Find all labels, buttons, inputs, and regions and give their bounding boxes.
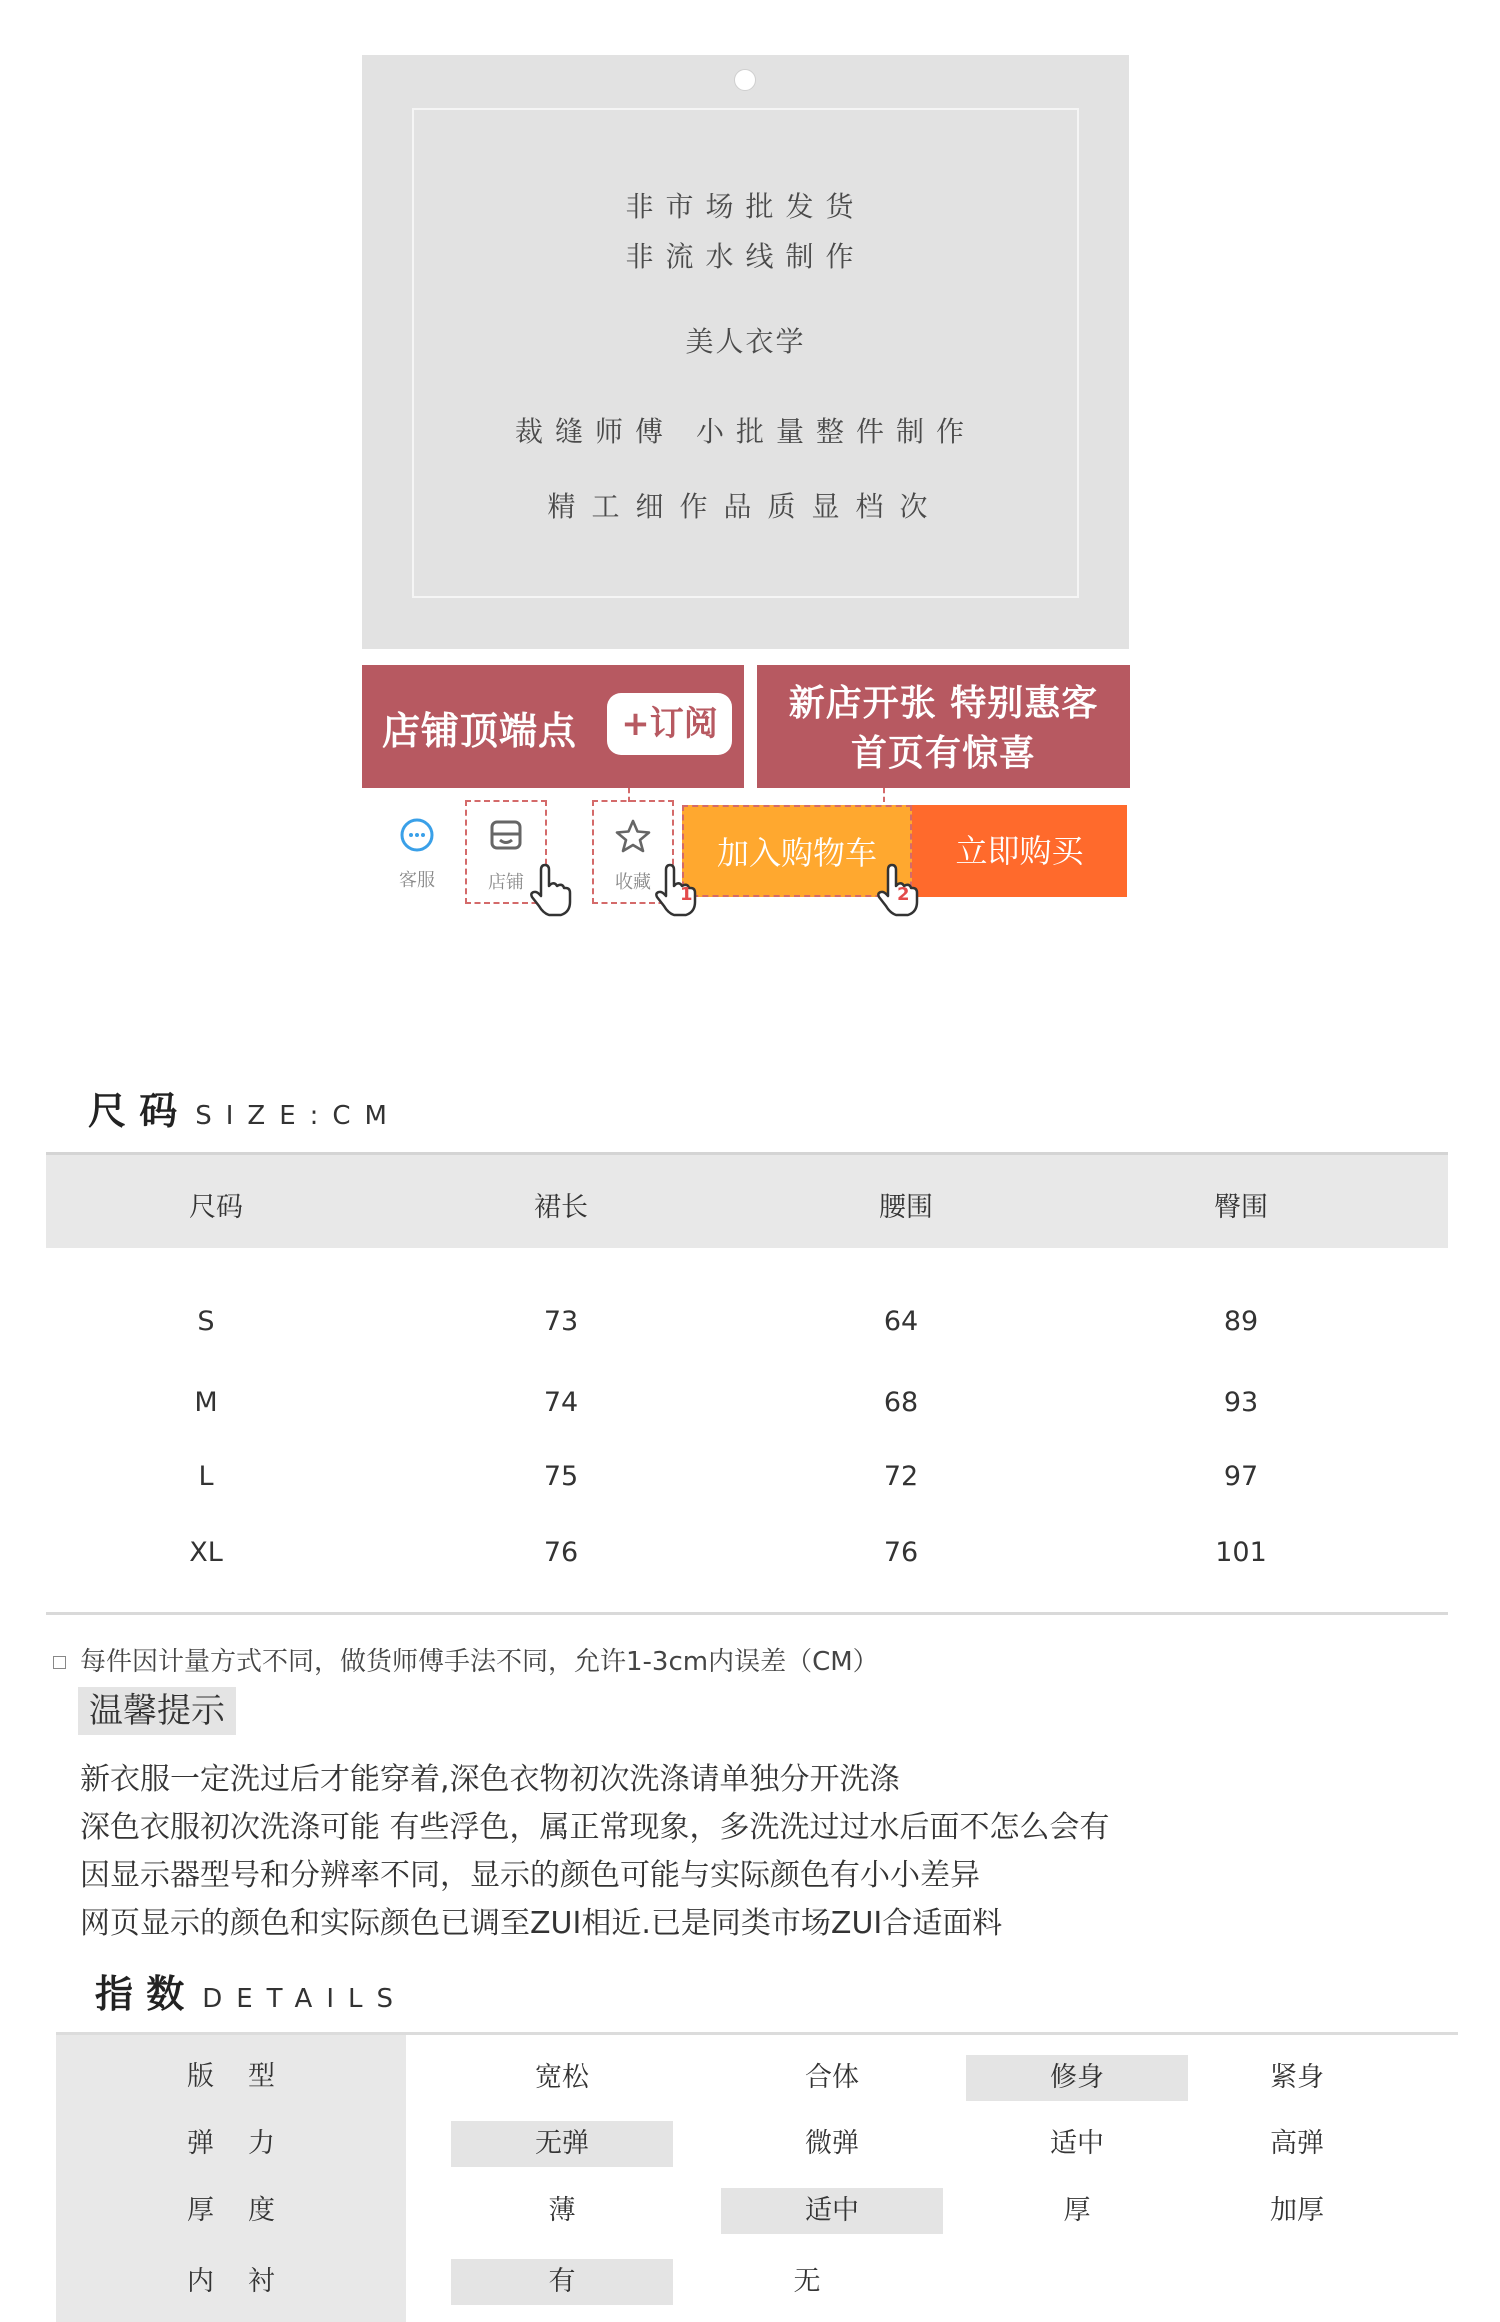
tip-line: 新衣服一定洗过后才能穿着,深色衣物初次洗涤请单独分开洗涤 [80, 1762, 900, 1797]
size-cell: 76 [883, 1537, 919, 1568]
hand-step-number-1: 1 [680, 884, 693, 905]
hand-step-number-2: 2 [897, 884, 910, 905]
detail-option: 无 [793, 2266, 821, 2297]
table-row [46, 1537, 1448, 1577]
subscribe-button[interactable]: +订阅 [607, 693, 732, 755]
details-title-cn: 指 数 [95, 1972, 185, 2016]
details-title-en: DETAILS [202, 1984, 407, 2014]
size-cell: 89 [1223, 1306, 1259, 1337]
size-cell: S [197, 1306, 215, 1337]
size-cell: 97 [1223, 1461, 1259, 1492]
favorite-label: 收藏 [615, 872, 651, 893]
size-header-cell: 裙长 [534, 1192, 588, 1223]
details-section-title [95, 1963, 407, 2018]
tag-line-4: 裁缝师傅 小批量整件制作 [515, 415, 976, 448]
size-header-cell: 尺码 [189, 1192, 243, 1223]
shop-label: 店铺 [488, 872, 524, 893]
tip-line: 因显示器型号和分辨率不同，显示的颜色可能与实际颜色有小小差异 [80, 1858, 980, 1893]
new-store-line-2: 首页有惊喜 [850, 733, 1036, 774]
size-cell: 101 [1215, 1537, 1267, 1568]
table-row [46, 1306, 1448, 1346]
tag-line-brand: 美人衣学 [685, 325, 806, 358]
size-header-cell: 臀围 [1214, 1192, 1268, 1223]
detail-option: 厚 [1063, 2195, 1091, 2226]
size-cell: 72 [883, 1461, 919, 1492]
service-label: 客服 [399, 870, 435, 891]
tag-line-1: 非市场批发货 [625, 190, 866, 223]
shop-action-bar [382, 800, 1127, 904]
detail-option: 紧身 [1270, 2062, 1324, 2093]
detail-option: 适中 [1050, 2128, 1104, 2159]
tip-line: 网页显示的颜色和实际颜色已调至ZUI相近.已是同类市场ZUI合适面料 [80, 1906, 1003, 1941]
star-icon [614, 818, 652, 854]
size-cell: 73 [543, 1306, 579, 1337]
service-action[interactable] [382, 800, 452, 904]
size-cell: 64 [883, 1306, 919, 1337]
detail-label: 版型 [187, 2061, 309, 2092]
subscribe-banner [362, 665, 744, 788]
size-cell: 75 [543, 1461, 579, 1492]
tag-line-5: 精工细作品质显档次 [547, 490, 944, 523]
size-table-bottom-rule [46, 1612, 1448, 1615]
detail-option: 微弹 [805, 2128, 859, 2159]
size-cell: 93 [1223, 1387, 1259, 1418]
measurement-note [53, 1641, 879, 1678]
detail-label: 厚度 [187, 2195, 309, 2226]
tips-label: 温馨提示 [78, 1687, 236, 1735]
chat-bubble-icon [398, 816, 436, 854]
details-top-rule [56, 2032, 1458, 2035]
detail-option-selected: 修身 [966, 2055, 1188, 2101]
tag-line-2: 非流水线制作 [625, 240, 866, 273]
table-row [46, 1387, 1448, 1427]
details-table [56, 2032, 1458, 2322]
detail-option-selected: 适中 [721, 2188, 943, 2234]
add-to-cart-button[interactable]: 加入购物车 [682, 805, 912, 897]
size-header-cell: 腰围 [879, 1192, 933, 1223]
size-cell: M [194, 1387, 218, 1418]
new-store-banner [757, 665, 1130, 788]
new-store-line-1: 新店开张 特别惠客 [788, 683, 1099, 724]
detail-option: 宽松 [535, 2062, 589, 2093]
size-cell: 76 [543, 1537, 579, 1568]
brand-tag-card [362, 55, 1129, 649]
pointing-hand-icon [527, 862, 575, 918]
size-cell: 68 [883, 1387, 919, 1418]
buy-now-button[interactable]: 立即购买 [912, 805, 1127, 897]
size-cell: 74 [543, 1387, 579, 1418]
detail-label: 内衬 [187, 2266, 309, 2297]
detail-option: 薄 [548, 2195, 576, 2226]
detail-option: 高弹 [1270, 2128, 1324, 2159]
table-row [46, 1461, 1448, 1501]
subscribe-banner-text: 店铺顶端点 [382, 709, 578, 753]
size-section-title [88, 1080, 401, 1135]
tag-hole [734, 69, 756, 91]
detail-option-selected: 无弹 [451, 2121, 673, 2167]
size-cell: XL [189, 1537, 223, 1568]
pointing-hand-icon [652, 862, 700, 918]
store-icon [488, 818, 524, 852]
size-title-cn: 尺 码 [88, 1089, 178, 1133]
measurement-note-text: 每件因计量方式不同，做货师傅手法不同，允许1-3cm内误差（CM） [80, 1647, 879, 1677]
tip-line: 深色衣服初次洗涤可能 有些浮色，属正常现象，多洗洗过过水后面不怎么会有 [80, 1810, 1110, 1845]
detail-label: 弹力 [187, 2128, 309, 2159]
checkbox-square-icon [53, 1656, 66, 1669]
size-table-header [46, 1152, 1448, 1248]
detail-option-selected: 有 [451, 2259, 673, 2305]
size-cell: L [198, 1461, 214, 1492]
detail-option: 加厚 [1270, 2195, 1324, 2226]
size-title-en: SIZE:CM [195, 1101, 401, 1131]
detail-option: 合体 [805, 2062, 859, 2093]
